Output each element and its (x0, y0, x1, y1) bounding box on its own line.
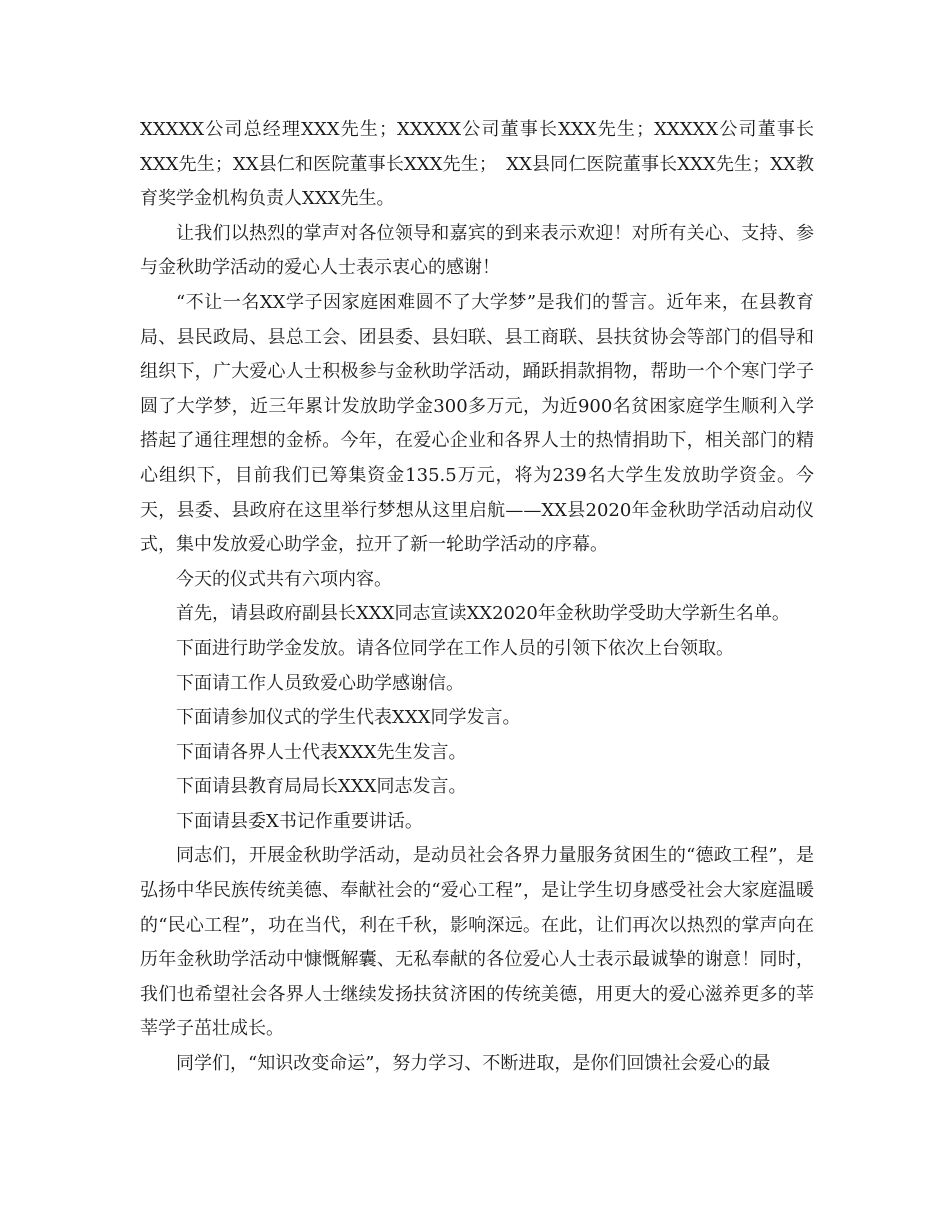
document-body (140, 113, 814, 1082)
paragraph-closing-comrades: 同志们，开展金秋助学活动，是动员社会各界力量服务贫困生的“德政工程”，是弘扬中华民族传统美德、奉献社会的“爱心工程”，是让学生切身感受社会大家庭温暖的“民心工程”，功在当代，利在千秋，影响深远。在此，让们再次以热烈的掌声向在历年金秋助学活动中慷慨解囊、无私奉献的各位爱心人士表示最诚挚的谢意！同时，我们也希望社会各界人士继续发扬扶贫济困的传统美德，用更大的爱心滋养更多的莘莘学子茁壮成长。 (140, 845, 814, 1040)
paragraph-guest-list: XXXXX公司总经理XXX先生；XXXXX公司董事长XXX先生；XXXXX公司董事长XXX先生；XX县仁和医院董事长XXX先生； XX县同仁医院董事长XXX先生；XX教育奖学金机构负责人XXX先生。 (140, 119, 814, 210)
paragraph-agenda-item-5: 下面请各界人士代表XXX先生发言。 (176, 741, 467, 763)
paragraph-agenda-item-1: 首先，请县政府副县长XXX同志宣读XX2020年金秋助学受助大学新生名单。 (176, 603, 790, 625)
paragraph-welcome: 让我们以热烈的掌声对各位领导和嘉宾的到来表示欢迎！对所有关心、支持、参与金秋助学活动的爱心人士表示衷心的感谢！ (140, 222, 814, 279)
paragraph-agenda-item-3: 下面请工作人员致爱心助学感谢信。 (176, 672, 464, 694)
paragraph-agenda-item-2: 下面进行助学金发放。请各位同学在工作人员的引领下依次上台领取。 (176, 637, 734, 659)
paragraph-agenda-item-6: 下面请县教育局局长XXX同志发言。 (176, 776, 467, 798)
paragraph-agenda-item-7: 下面请县委X书记作重要讲话。 (176, 810, 423, 832)
paragraph-background: “不让一名XX学子因家庭困难圆不了大学梦”是我们的誓言。近年来，在县教育局、县民政局、县总工会、团县委、县妇联、县工商联、县扶贫协会等部门的倡导和组织下，广大爱心人士积极参与金秋助学活动，踊跃捐款捐物，帮助一个个寒门学子圆了大学梦，近三年累计发放助学金300多万元，为近900名贫困家庭学生顺利入学搭起了通往理想的金桥。今年，在爱心企业和各界人士的热情捐助下，相关部门的精心组织下，目前我们已筹集资金135.5万元，将为239名大学生发放助学资金。今天，县委、县政府在这里举行梦想从这里启航——XX县2020年金秋助学活动启动仪式，集中发放爱心助学金，拉开了新一轮助学活动的序幕。 (140, 291, 814, 556)
paragraph-agenda-item-4: 下面请参加仪式的学生代表XXX同学发言。 (176, 707, 521, 729)
paragraph-agenda-intro: 今天的仪式共有六项内容。 (176, 568, 392, 590)
paragraph-closing-students: 同学们，“知识改变命运”，努力学习、不断进取，是你们回馈社会爱心的最 (176, 1053, 771, 1075)
